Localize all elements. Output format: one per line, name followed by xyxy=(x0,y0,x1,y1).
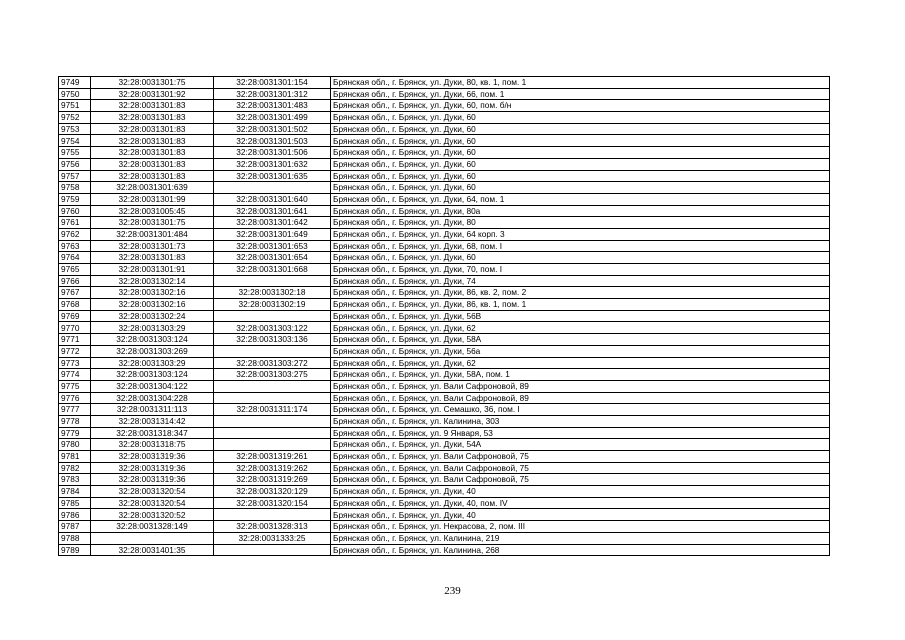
row-number-cell: 9751 xyxy=(59,100,91,112)
parcel-cadastral-cell: 32:28:0031302:16 xyxy=(91,299,214,311)
table-row xyxy=(59,474,830,486)
parcel-cadastral-cell: 32:28:0031311:113 xyxy=(91,404,214,416)
object-cadastral-cell: 32:28:0031301:483 xyxy=(214,100,331,112)
table-row xyxy=(59,264,830,276)
parcel-cadastral-cell: 32:28:0031301:83 xyxy=(91,147,214,159)
parcel-cadastral-cell: 32:28:0031301:83 xyxy=(91,252,214,264)
table-row xyxy=(59,451,830,463)
table-row xyxy=(59,228,830,240)
address-cell: Брянская обл., г. Брянск, ул. Дуки, 86, кв. 2, пом. 2 xyxy=(331,287,830,299)
row-number-cell: 9774 xyxy=(59,369,91,381)
row-number-cell: 9772 xyxy=(59,345,91,357)
address-cell: Брянская обл., г. Брянск, ул. Дуки, 60 xyxy=(331,158,830,170)
object-cadastral-cell: 32:28:0031301:503 xyxy=(214,135,331,147)
parcel-cadastral-cell: 32:28:0031320:54 xyxy=(91,497,214,509)
table-row xyxy=(59,205,830,217)
registry-table xyxy=(58,76,830,556)
row-number-cell: 9761 xyxy=(59,217,91,229)
registry-table-body xyxy=(59,77,830,556)
address-cell: Брянская обл., г. Брянск, ул. Дуки, 80 xyxy=(331,217,830,229)
table-row xyxy=(59,310,830,322)
address-cell: Брянская обл., г. Брянск, ул. Дуки, 60 xyxy=(331,182,830,194)
row-number-cell: 9786 xyxy=(59,509,91,521)
parcel-cadastral-cell: 32:28:0031303:269 xyxy=(91,345,214,357)
table-row xyxy=(59,462,830,474)
row-number-cell: 9759 xyxy=(59,193,91,205)
row-number-cell: 9764 xyxy=(59,252,91,264)
object-cadastral-cell xyxy=(214,427,331,439)
object-cadastral-cell xyxy=(214,392,331,404)
table-row xyxy=(59,135,830,147)
parcel-cadastral-cell: 32:28:0031301:83 xyxy=(91,135,214,147)
row-number-cell: 9757 xyxy=(59,170,91,182)
row-number-cell: 9778 xyxy=(59,415,91,427)
parcel-cadastral-cell: 32:28:0031319:36 xyxy=(91,462,214,474)
address-cell: Брянская обл., г. Брянск, ул. Вали Сафроновой, 89 xyxy=(331,380,830,392)
row-number-cell: 9750 xyxy=(59,88,91,100)
parcel-cadastral-cell: 32:28:0031328:149 xyxy=(91,521,214,533)
object-cadastral-cell: 32:28:0031319:262 xyxy=(214,462,331,474)
object-cadastral-cell: 32:28:0031301:654 xyxy=(214,252,331,264)
object-cadastral-cell xyxy=(214,182,331,194)
address-cell: Брянская обл., г. Брянск, ул. Вали Сафроновой, 75 xyxy=(331,462,830,474)
table-row xyxy=(59,439,830,451)
address-cell: Брянская обл., г. Брянск, ул. Семашко, 36, пом. I xyxy=(331,404,830,416)
row-number-cell: 9754 xyxy=(59,135,91,147)
address-cell: Брянская обл., г. Брянск, ул. Дуки, 74 xyxy=(331,275,830,287)
address-cell: Брянская обл., г. Брянск, ул. Дуки, 40, пом. IV xyxy=(331,497,830,509)
row-number-cell: 9753 xyxy=(59,123,91,135)
row-number-cell: 9752 xyxy=(59,112,91,124)
row-number-cell: 9758 xyxy=(59,182,91,194)
address-cell: Брянская обл., г. Брянск, ул. Дуки, 60 xyxy=(331,123,830,135)
parcel-cadastral-cell xyxy=(91,532,214,544)
table-row xyxy=(59,380,830,392)
table-row xyxy=(59,77,830,89)
parcel-cadastral-cell: 32:28:0031304:122 xyxy=(91,380,214,392)
row-number-cell: 9785 xyxy=(59,497,91,509)
row-number-cell: 9770 xyxy=(59,322,91,334)
address-cell: Брянская обл., г. Брянск, ул. Дуки, 60 xyxy=(331,252,830,264)
address-cell: Брянская обл., г. Брянск, ул. Дуки, 56В xyxy=(331,310,830,322)
address-cell: Брянская обл., г. Брянск, ул. Дуки, 60 xyxy=(331,135,830,147)
parcel-cadastral-cell: 32:28:0031301:75 xyxy=(91,77,214,89)
table-row xyxy=(59,345,830,357)
table-row xyxy=(59,357,830,369)
table-row xyxy=(59,252,830,264)
table-row xyxy=(59,182,830,194)
table-row xyxy=(59,275,830,287)
parcel-cadastral-cell: 32:28:0031301:75 xyxy=(91,217,214,229)
object-cadastral-cell: 32:28:0031311:174 xyxy=(214,404,331,416)
row-number-cell: 9784 xyxy=(59,486,91,498)
address-cell: Брянская обл., г. Брянск, ул. Дуки, 60 xyxy=(331,147,830,159)
row-number-cell: 9749 xyxy=(59,77,91,89)
table-row xyxy=(59,497,830,509)
row-number-cell: 9777 xyxy=(59,404,91,416)
object-cadastral-cell xyxy=(214,345,331,357)
address-cell: Брянская обл., г. Брянск, ул. Вали Сафроновой, 89 xyxy=(331,392,830,404)
object-cadastral-cell: 32:28:0031301:635 xyxy=(214,170,331,182)
address-cell: Брянская обл., г. Брянск, ул. 9 Января, 53 xyxy=(331,427,830,439)
table-row xyxy=(59,521,830,533)
table-row xyxy=(59,322,830,334)
table-row xyxy=(59,170,830,182)
parcel-cadastral-cell: 32:28:0031301:99 xyxy=(91,193,214,205)
table-row xyxy=(59,147,830,159)
row-number-cell: 9766 xyxy=(59,275,91,287)
object-cadastral-cell: 32:28:0031301:649 xyxy=(214,228,331,240)
parcel-cadastral-cell: 32:28:0031301:83 xyxy=(91,112,214,124)
parcel-cadastral-cell: 32:28:0031320:54 xyxy=(91,486,214,498)
table-row xyxy=(59,240,830,252)
parcel-cadastral-cell: 32:28:0031303:124 xyxy=(91,334,214,346)
address-cell: Брянская обл., г. Брянск, ул. Дуки, 64 корп. 3 xyxy=(331,228,830,240)
row-number-cell: 9768 xyxy=(59,299,91,311)
object-cadastral-cell xyxy=(214,509,331,521)
object-cadastral-cell: 32:28:0031301:154 xyxy=(214,77,331,89)
object-cadastral-cell: 32:28:0031303:275 xyxy=(214,369,331,381)
row-number-cell: 9779 xyxy=(59,427,91,439)
parcel-cadastral-cell: 32:28:0031301:91 xyxy=(91,264,214,276)
address-cell: Брянская обл., г. Брянск, ул. Дуки, 60, пом. б/н xyxy=(331,100,830,112)
row-number-cell: 9775 xyxy=(59,380,91,392)
table-row xyxy=(59,123,830,135)
object-cadastral-cell: 32:28:0031301:312 xyxy=(214,88,331,100)
row-number-cell: 9769 xyxy=(59,310,91,322)
object-cadastral-cell: 32:28:0031301:668 xyxy=(214,264,331,276)
address-cell: Брянская обл., г. Брянск, ул. Дуки, 86, кв. 1, пом. 1 xyxy=(331,299,830,311)
address-cell: Брянская обл., г. Брянск, ул. Калинина, 268 xyxy=(331,544,830,556)
object-cadastral-cell: 32:28:0031301:506 xyxy=(214,147,331,159)
table-row xyxy=(59,532,830,544)
parcel-cadastral-cell: 32:28:0031319:36 xyxy=(91,474,214,486)
row-number-cell: 9787 xyxy=(59,521,91,533)
object-cadastral-cell: 32:28:0031303:272 xyxy=(214,357,331,369)
object-cadastral-cell: 32:28:0031301:653 xyxy=(214,240,331,252)
parcel-cadastral-cell: 32:28:0031318:347 xyxy=(91,427,214,439)
object-cadastral-cell: 32:28:0031319:261 xyxy=(214,451,331,463)
object-cadastral-cell xyxy=(214,310,331,322)
row-number-cell: 9756 xyxy=(59,158,91,170)
parcel-cadastral-cell: 32:28:0031303:29 xyxy=(91,357,214,369)
parcel-cadastral-cell: 32:28:0031301:83 xyxy=(91,170,214,182)
parcel-cadastral-cell: 32:28:0031319:36 xyxy=(91,451,214,463)
parcel-cadastral-cell: 32:28:0031303:29 xyxy=(91,322,214,334)
parcel-cadastral-cell: 32:28:0031301:639 xyxy=(91,182,214,194)
table-row xyxy=(59,158,830,170)
object-cadastral-cell: 32:28:0031301:642 xyxy=(214,217,331,229)
address-cell: Брянская обл., г. Брянск, ул. Дуки, 54А xyxy=(331,439,830,451)
table-row xyxy=(59,369,830,381)
address-cell: Брянская обл., г. Брянск, ул. Дуки, 80а xyxy=(331,205,830,217)
table-row xyxy=(59,392,830,404)
parcel-cadastral-cell: 32:28:0031320:52 xyxy=(91,509,214,521)
row-number-cell: 9762 xyxy=(59,228,91,240)
row-number-cell: 9755 xyxy=(59,147,91,159)
row-number-cell: 9776 xyxy=(59,392,91,404)
table-row xyxy=(59,217,830,229)
object-cadastral-cell: 32:28:0031301:499 xyxy=(214,112,331,124)
address-cell: Брянская обл., г. Брянск, ул. Дуки, 62 xyxy=(331,322,830,334)
row-number-cell: 9763 xyxy=(59,240,91,252)
address-cell: Брянская обл., г. Брянск, ул. Дуки, 60 xyxy=(331,170,830,182)
address-cell: Брянская обл., г. Брянск, ул. Калинина, 219 xyxy=(331,532,830,544)
address-cell: Брянская обл., г. Брянск, ул. Дуки, 68, пом. I xyxy=(331,240,830,252)
row-number-cell: 9788 xyxy=(59,532,91,544)
row-number-cell: 9781 xyxy=(59,451,91,463)
table-row xyxy=(59,88,830,100)
table-row xyxy=(59,100,830,112)
row-number-cell: 9782 xyxy=(59,462,91,474)
address-cell: Брянская обл., г. Брянск, ул. Дуки, 62 xyxy=(331,357,830,369)
row-number-cell: 9789 xyxy=(59,544,91,556)
row-number-cell: 9760 xyxy=(59,205,91,217)
table-row xyxy=(59,287,830,299)
parcel-cadastral-cell: 32:28:0031302:24 xyxy=(91,310,214,322)
table-row xyxy=(59,427,830,439)
object-cadastral-cell xyxy=(214,544,331,556)
object-cadastral-cell: 32:28:0031303:122 xyxy=(214,322,331,334)
object-cadastral-cell xyxy=(214,275,331,287)
object-cadastral-cell xyxy=(214,380,331,392)
object-cadastral-cell xyxy=(214,439,331,451)
object-cadastral-cell: 32:28:0031328:313 xyxy=(214,521,331,533)
parcel-cadastral-cell: 32:28:0031401:35 xyxy=(91,544,214,556)
parcel-cadastral-cell: 32:28:0031301:484 xyxy=(91,228,214,240)
parcel-cadastral-cell: 32:28:0031301:83 xyxy=(91,158,214,170)
row-number-cell: 9771 xyxy=(59,334,91,346)
address-cell: Брянская обл., г. Брянск, ул. Дуки, 40 xyxy=(331,486,830,498)
table-row xyxy=(59,193,830,205)
address-cell: Брянская обл., г. Брянск, ул. Некрасова, 2, пом. III xyxy=(331,521,830,533)
parcel-cadastral-cell: 32:28:0031301:92 xyxy=(91,88,214,100)
address-cell: Брянская обл., г. Брянск, ул. Дуки, 40 xyxy=(331,509,830,521)
object-cadastral-cell: 32:28:0031320:129 xyxy=(214,486,331,498)
row-number-cell: 9773 xyxy=(59,357,91,369)
parcel-cadastral-cell: 32:28:0031303:124 xyxy=(91,369,214,381)
table-row xyxy=(59,334,830,346)
row-number-cell: 9767 xyxy=(59,287,91,299)
object-cadastral-cell: 32:28:0031301:632 xyxy=(214,158,331,170)
object-cadastral-cell: 32:28:0031301:641 xyxy=(214,205,331,217)
address-cell: Брянская обл., г. Брянск, ул. Дуки, 58А xyxy=(331,334,830,346)
object-cadastral-cell: 32:28:0031320:154 xyxy=(214,497,331,509)
address-cell: Брянская обл., г. Брянск, ул. Вали Сафроновой, 75 xyxy=(331,474,830,486)
parcel-cadastral-cell: 32:28:0031302:14 xyxy=(91,275,214,287)
object-cadastral-cell: 32:28:0031333:25 xyxy=(214,532,331,544)
object-cadastral-cell xyxy=(214,415,331,427)
table-row xyxy=(59,112,830,124)
parcel-cadastral-cell: 32:28:0031302:16 xyxy=(91,287,214,299)
object-cadastral-cell: 32:28:0031319:269 xyxy=(214,474,331,486)
table-row xyxy=(59,299,830,311)
table-row xyxy=(59,544,830,556)
table-row xyxy=(59,415,830,427)
row-number-cell: 9780 xyxy=(59,439,91,451)
parcel-cadastral-cell: 32:28:0031301:83 xyxy=(91,123,214,135)
address-cell: Брянская обл., г. Брянск, ул. Дуки, 56а xyxy=(331,345,830,357)
address-cell: Брянская обл., г. Брянск, ул. Дуки, 66, пом. 1 xyxy=(331,88,830,100)
address-cell: Брянская обл., г. Брянск, ул. Дуки, 80, кв. 1, пом. 1 xyxy=(331,77,830,89)
object-cadastral-cell: 32:28:0031301:640 xyxy=(214,193,331,205)
parcel-cadastral-cell: 32:28:0031005:45 xyxy=(91,205,214,217)
address-cell: Брянская обл., г. Брянск, ул. Дуки, 58А, пом. 1 xyxy=(331,369,830,381)
object-cadastral-cell: 32:28:0031301:502 xyxy=(214,123,331,135)
address-cell: Брянская обл., г. Брянск, ул. Вали Сафроновой, 75 xyxy=(331,451,830,463)
page-number: 239 xyxy=(444,585,461,597)
object-cadastral-cell: 32:28:0031302:18 xyxy=(214,287,331,299)
table-row xyxy=(59,404,830,416)
object-cadastral-cell: 32:28:0031302:19 xyxy=(214,299,331,311)
object-cadastral-cell: 32:28:0031303:136 xyxy=(214,334,331,346)
address-cell: Брянская обл., г. Брянск, ул. Дуки, 64, пом. 1 xyxy=(331,193,830,205)
row-number-cell: 9765 xyxy=(59,264,91,276)
address-cell: Брянская обл., г. Брянск, ул. Дуки, 60 xyxy=(331,112,830,124)
parcel-cadastral-cell: 32:28:0031301:83 xyxy=(91,100,214,112)
parcel-cadastral-cell: 32:28:0031314:42 xyxy=(91,415,214,427)
parcel-cadastral-cell: 32:28:0031318:75 xyxy=(91,439,214,451)
row-number-cell: 9783 xyxy=(59,474,91,486)
table-row xyxy=(59,509,830,521)
parcel-cadastral-cell: 32:28:0031301:73 xyxy=(91,240,214,252)
address-cell: Брянская обл., г. Брянск, ул. Дуки, 70, пом. I xyxy=(331,264,830,276)
address-cell: Брянская обл., г. Брянск, ул. Калинина, 303 xyxy=(331,415,830,427)
parcel-cadastral-cell: 32:28:0031304:228 xyxy=(91,392,214,404)
table-row xyxy=(59,486,830,498)
